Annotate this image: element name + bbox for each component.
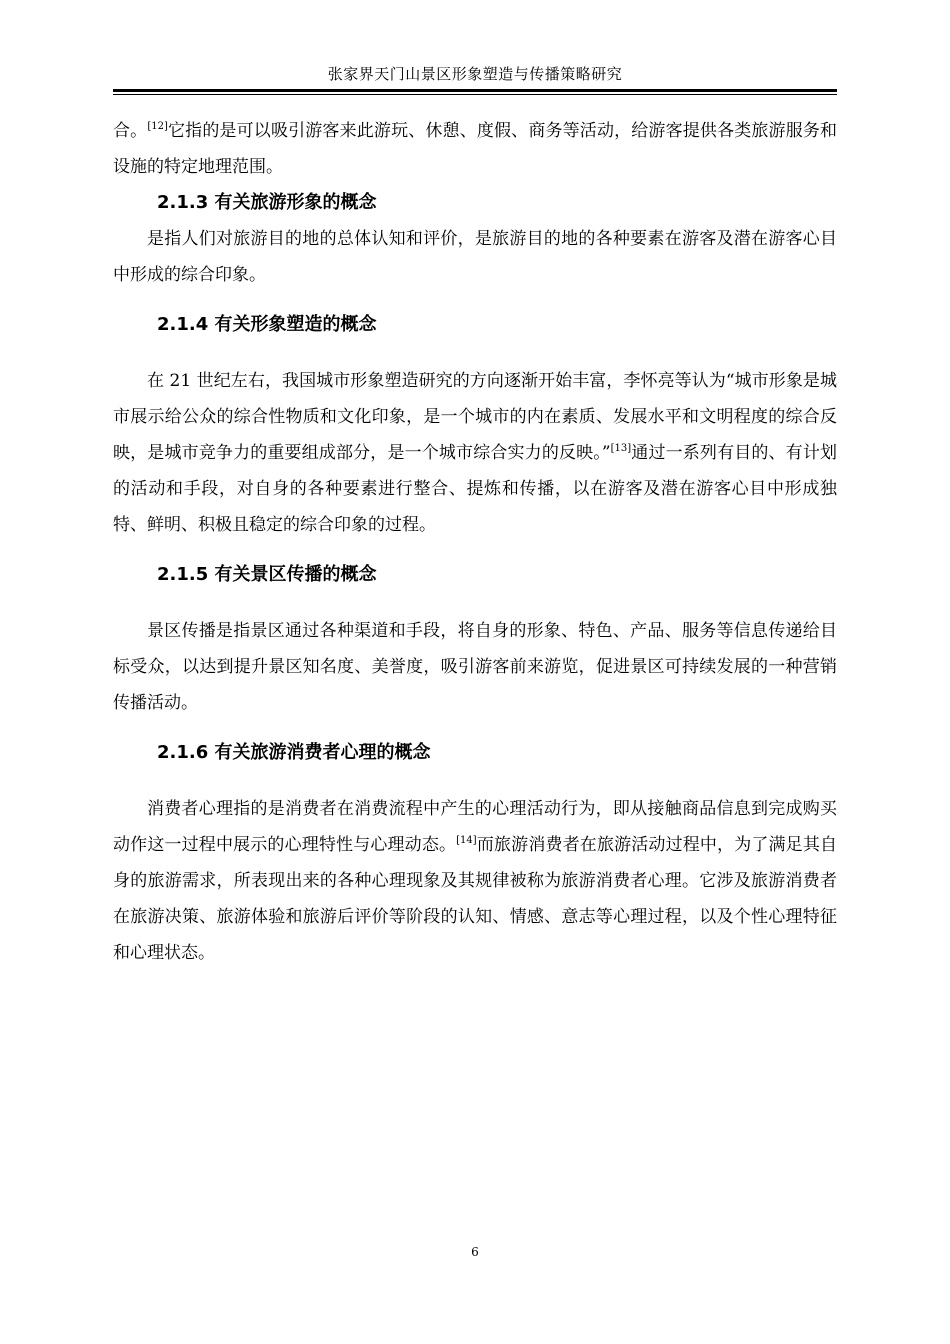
citation-ref-12: [12] [147,121,168,132]
running-header: 张家界天门山景区形象塑造与传播策略研究 [327,65,623,83]
paragraph-tourism-image: 是指人们对旅游目的地的总体认知和评价，是旅游目的地的各种要素在游客及潜在游客心目中形成的综合印象。 [113,229,837,285]
paragraph-image-shaping [113,363,837,543]
citation-ref-13: [13] [610,443,632,454]
paragraph-text: 它指的是可以吸引游客来此游玩、休憩、度假、商务等活动，给游客提供各类旅游服务和设施的特定地理范围。 [113,121,838,177]
paragraph-text: 通过一系列有目的、有计划的活动和手段，对自身的各种要素进行整合、提炼和传播，以在游客及潜在游客心目中形成独特、鲜明、积极且稳定的综合印象的过程。 [113,443,837,535]
page-number: 6 [471,1245,479,1259]
header-rule-thin [113,94,837,95]
heading-2-1-6: 2.1.6 有关旅游消费者心理的概念 [157,742,431,763]
paragraph-text: 在 21 世纪左右，我国城市形象塑造研究的方向逐渐开始丰富，李怀亮等认为“城市形象是城市展示给公众的综合性物质和文化印象，是一个城市的内在素质、发展水平和文明程度的综合反映，是城市竞争力的重要组成部分，是一个城市综合实力的反映。” [113,371,837,463]
paragraph-text: 合。 [113,121,148,141]
paragraph-continued [113,113,837,185]
paragraph-scenic-communication: 景区传播是指景区通过各种渠道和手段，将自身的形象、特色、产品、服务等信息传递给目标受众，以达到提升景区知名度、美誉度，吸引游客前来游览，促进景区可持续发展的一种营销传播活动。 [113,621,837,713]
page-body [113,113,837,971]
citation-ref-14: [14] [456,835,477,846]
heading-2-1-4: 2.1.4 有关形象塑造的概念 [157,314,377,335]
header-rule-thick [113,89,837,92]
heading-2-1-3: 2.1.3 有关旅游形象的概念 [157,192,377,213]
paragraph-text: 而旅游消费者在旅游活动过程中，为了满足其自身的旅游需求，所表现出来的各种心理现象及其规律被称为旅游消费者心理。它涉及旅游消费者在旅游决策、旅游体验和旅游后评价等阶段的认知、情感、意志等心理过程，以及个性心理特征和心理状态。 [113,835,838,963]
heading-2-1-5: 2.1.5 有关景区传播的概念 [157,564,377,585]
paragraph-consumer-psychology [113,791,837,971]
paragraph-text: 消费者心理指的是消费者在消费流程中产生的心理活动行为，即从接触商品信息到完成购买动作这一过程中展示的心理特性与心理动态。 [113,799,837,855]
